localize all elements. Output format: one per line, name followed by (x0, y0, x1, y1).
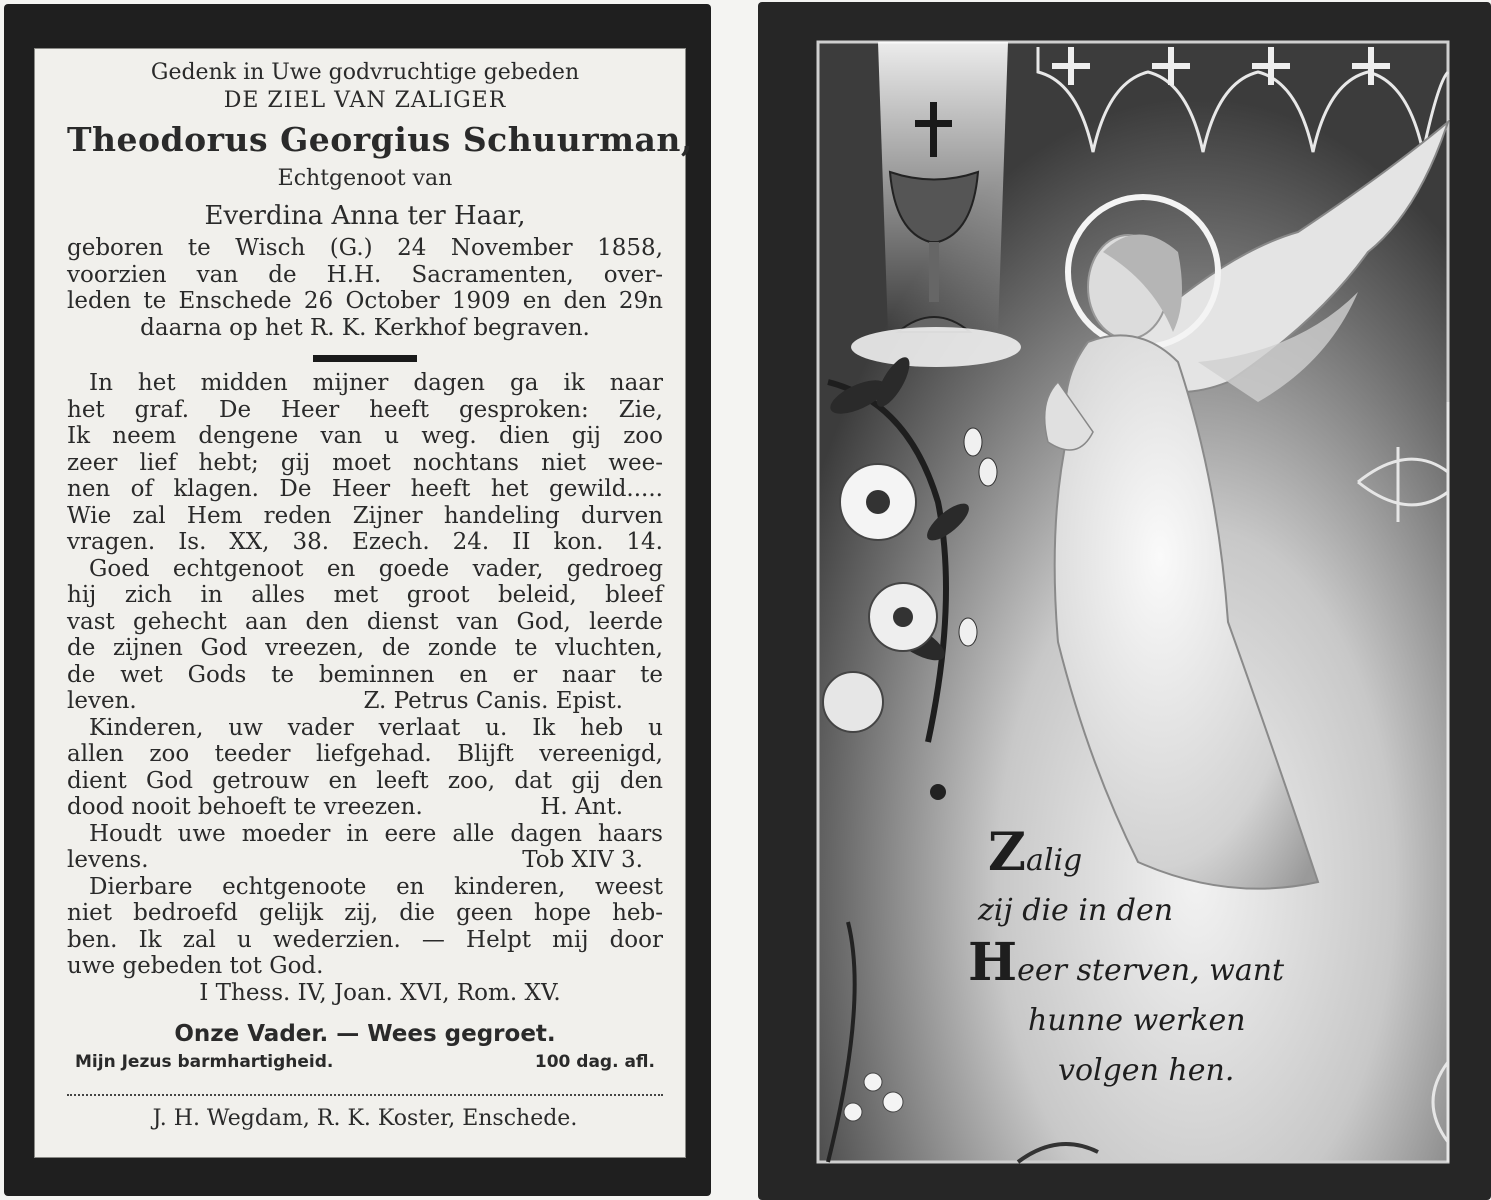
header-line-1: Gedenk in Uwe godvruchtige gebeden (150, 60, 580, 85)
body-line: hij zich in alles met groot beleid, bleef (67, 582, 663, 608)
indulgence-days: 100 dag. afl. (534, 1052, 655, 1072)
divider-bar (313, 355, 417, 362)
verse-line-1 (988, 822, 1083, 887)
citation: Tob XIV 3. (522, 847, 643, 873)
indulgence-line (67, 1050, 663, 1074)
body-line: In het midden mijner dagen ga ik naar (89, 370, 663, 396)
body-line: uwe gebeden tot God. (67, 953, 324, 979)
cloud (851, 327, 1021, 367)
indulgence-text: Mijn Jezus barmhartigheid. (75, 1052, 334, 1072)
body-line: Dierbare echtgenoote en kinderen, weest (89, 873, 663, 900)
spouse-name: Everdina Anna ter Haar, (204, 201, 526, 231)
verse-text: alig (1025, 843, 1083, 878)
bio-line: geboren te Wisch (G.) 24 November 1858, (67, 235, 663, 261)
body-line: nen of klagen. De Heer heeft het gewild..... (67, 476, 663, 502)
header-line-2: DE ZIEL VAN ZALIGER (223, 88, 507, 113)
illuminated-initial: H (968, 932, 1018, 993)
printer-credit: J. H. Wegdam, R. K. Koster, Enschede. (152, 1106, 578, 1131)
scripture-block (67, 370, 663, 1006)
body-line: Houdt uwe moeder in eere alle dagen haars (89, 820, 663, 847)
verse-line-2: zij die in den (978, 893, 1174, 928)
body-line: dood nooit behoeft te vreezen. (67, 794, 423, 820)
body-line-with-ref (67, 794, 663, 821)
memorial-card-image-side (758, 2, 1491, 1200)
card-text-block (67, 59, 693, 1134)
body-line: levens. (67, 847, 149, 873)
verse-line-5: volgen hen. (1058, 1053, 1235, 1088)
prayer-line: Onze Vader. — Wees gegroet. (174, 1021, 556, 1047)
citation: Z. Petrus Canis. Epist. (363, 688, 623, 714)
body-line: het graf. De Heer heeft gesproken: Zie, (67, 396, 663, 423)
bio-line: voorzien van de H.H. Sacramenten, over- (67, 261, 663, 288)
card-paper (34, 48, 693, 1158)
illuminated-initial: Z (988, 822, 1026, 883)
cross-icon (930, 102, 937, 157)
citation: H. Ant. (540, 794, 623, 820)
bio-block (67, 235, 663, 341)
body-line: leven. (67, 688, 137, 714)
spouse-label: Echtgenoot van (277, 166, 453, 191)
body-line: niet bedroefd gelijk zij, die geen hope heb- (67, 900, 663, 926)
bio-line: leden te Enschede 26 October 1909 en den 29n (67, 288, 663, 314)
memorial-card-text-side (4, 4, 711, 1196)
body-line: zeer lief hebt; gij moet nochtans niet wee- (67, 449, 663, 476)
bio-line: daarna op het R. K. Kerkhof begraven. (140, 314, 590, 341)
body-line: vragen. Is. XX, 38. Ezech. 24. II kon. 14. (67, 529, 663, 555)
verse-line-3 (968, 932, 1285, 997)
body-line: de zijnen God vreezen, de zonde te vluchten, (67, 635, 663, 661)
deceased-name: Theodorus Georgius Schuurman, (67, 120, 693, 159)
verse-text: eer sterven, want (1017, 953, 1285, 988)
body-line: Wie zal Hem reden Zijner handeling durven (67, 502, 663, 529)
dotted-divider (67, 1094, 663, 1096)
body-line: ben. Ik zal u wederzien. — Helpt mij door (67, 926, 663, 953)
references: I Thess. IV, Joan. XVI, Rom. XV. (199, 979, 561, 1006)
body-line: de wet Gods te beminnen en er naar te (67, 661, 663, 688)
body-line: allen zoo teeder liefgehad. Blijft vereenigd, (67, 741, 663, 767)
body-line: Goed echtgenoot en goede vader, gedroeg (89, 555, 663, 582)
body-line-with-ref (67, 847, 663, 874)
body-line: vast gehecht aan den dienst van God, leerde (67, 608, 663, 635)
body-line-with-ref (67, 688, 663, 715)
verse-line-4: hunne werken (1028, 1003, 1246, 1038)
body-line: dient God getrouw en leeft zoo, dat gij den (67, 767, 663, 794)
body-line: Ik neem dengene van u weg. dien gij zoo (67, 423, 663, 449)
body-line: Kinderen, uw vader verlaat u. Ik heb u (89, 714, 663, 741)
